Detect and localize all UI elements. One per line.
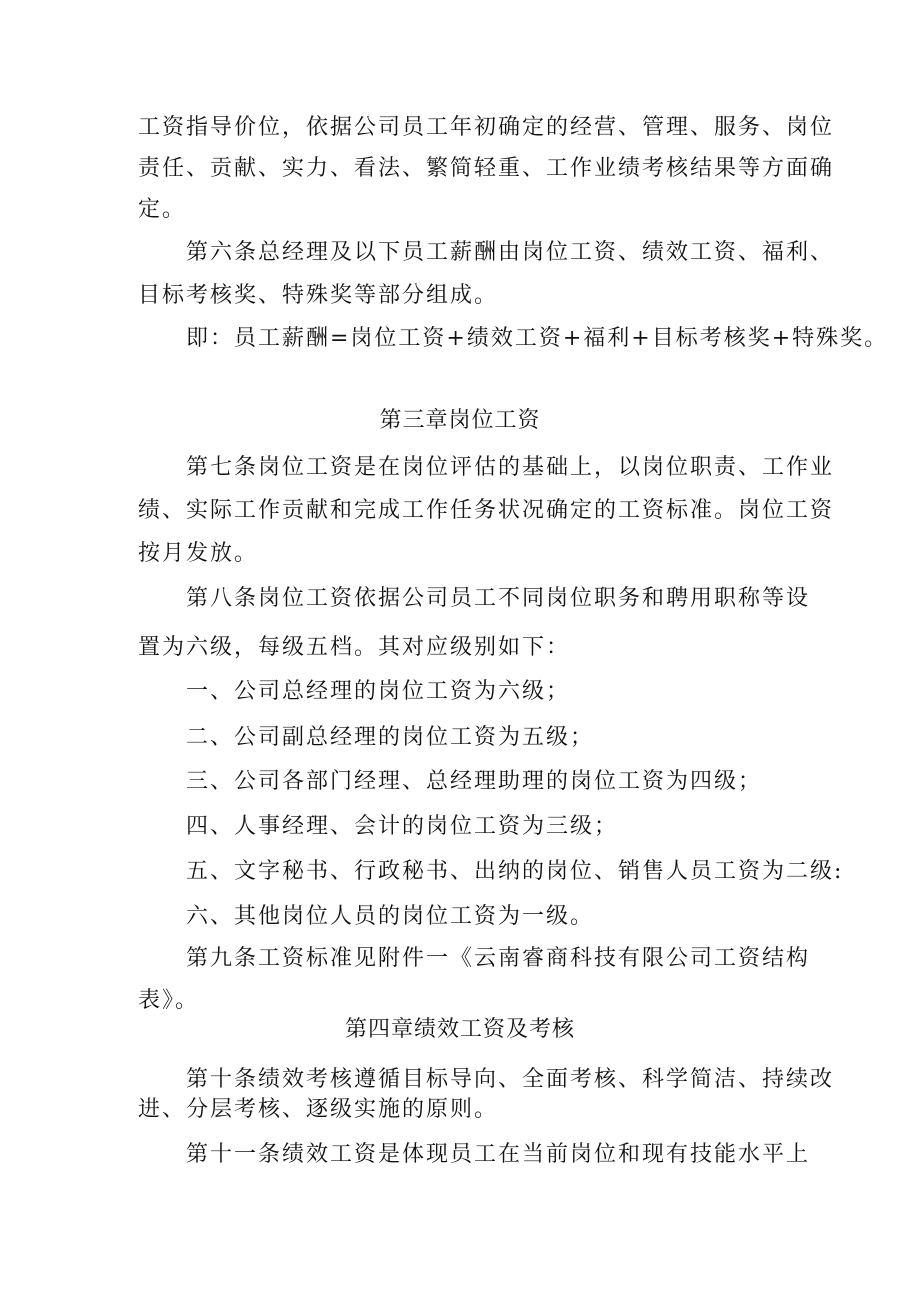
- article-8-line: 第八条岗位工资依据公司员工不同岗位职务和聘用职称等设: [186, 586, 811, 611]
- list-item: 五、文字秘书、行政秘书、出纳的岗位、销售人员工资为二级:: [186, 859, 844, 884]
- list-item: 一、公司总经理的岗位工资为六级；: [186, 679, 571, 704]
- chapter-3-heading: 第三章岗位工资: [379, 408, 541, 433]
- paragraph-line: 责任、贡献、实力、看法、繁简轻重、工作业绩考核结果等方面确: [138, 156, 835, 181]
- article-10-line: 第十条绩效考核遵循目标导向、全面考核、科学简洁、持续改: [186, 1067, 835, 1092]
- paragraph-line: 按月发放。: [138, 541, 259, 566]
- article-9-line: 第九条工资标准见附件一《云南睿商科技有限公司工资结构: [186, 946, 811, 971]
- list-item: 四、人事经理、会计的岗位工资为三级；: [186, 814, 619, 839]
- article-11-line: 第十一条绩效工资是体现员工在当前岗位和现有技能水平上: [186, 1142, 811, 1167]
- list-item: 二、公司副总经理的岗位工资为五级；: [186, 725, 595, 750]
- chapter-4-heading: 第四章绩效工资及考核: [344, 1017, 575, 1042]
- article-6-line: 第六条总经理及以下员工薪酬由岗位工资、绩效工资、福利、: [186, 240, 835, 265]
- paragraph-line: 工资指导价位，依据公司员工年初确定的经营、管理、服务、岗位: [138, 115, 835, 140]
- paragraph-line: 进、分层考核、逐级实施的原则。: [138, 1097, 499, 1122]
- list-item: 三、公司各部门经理、总经理助理的岗位工资为四级；: [186, 769, 763, 794]
- paragraph-line: 定。: [138, 197, 187, 222]
- paragraph-line: 绩、实际工作贡献和完成工作任务状况确定的工资标准。岗位工资: [138, 498, 835, 523]
- paragraph-line: 置为六级，每级五档。其对应级别如下：: [138, 635, 571, 660]
- paragraph-line: 表》。: [138, 988, 200, 1013]
- salary-formula: 即：员工薪酬=岗位工资+绩效工资+福利+目标考核奖+特殊奖。: [186, 326, 889, 351]
- paragraph-line: 目标考核奖、特殊奖等部分组成。: [138, 283, 499, 308]
- list-item: 六、其他岗位人员的岗位工资为一级。: [186, 904, 595, 929]
- article-7-line: 第七条岗位工资是在岗位评估的基础上，以岗位职责、工作业: [186, 455, 835, 480]
